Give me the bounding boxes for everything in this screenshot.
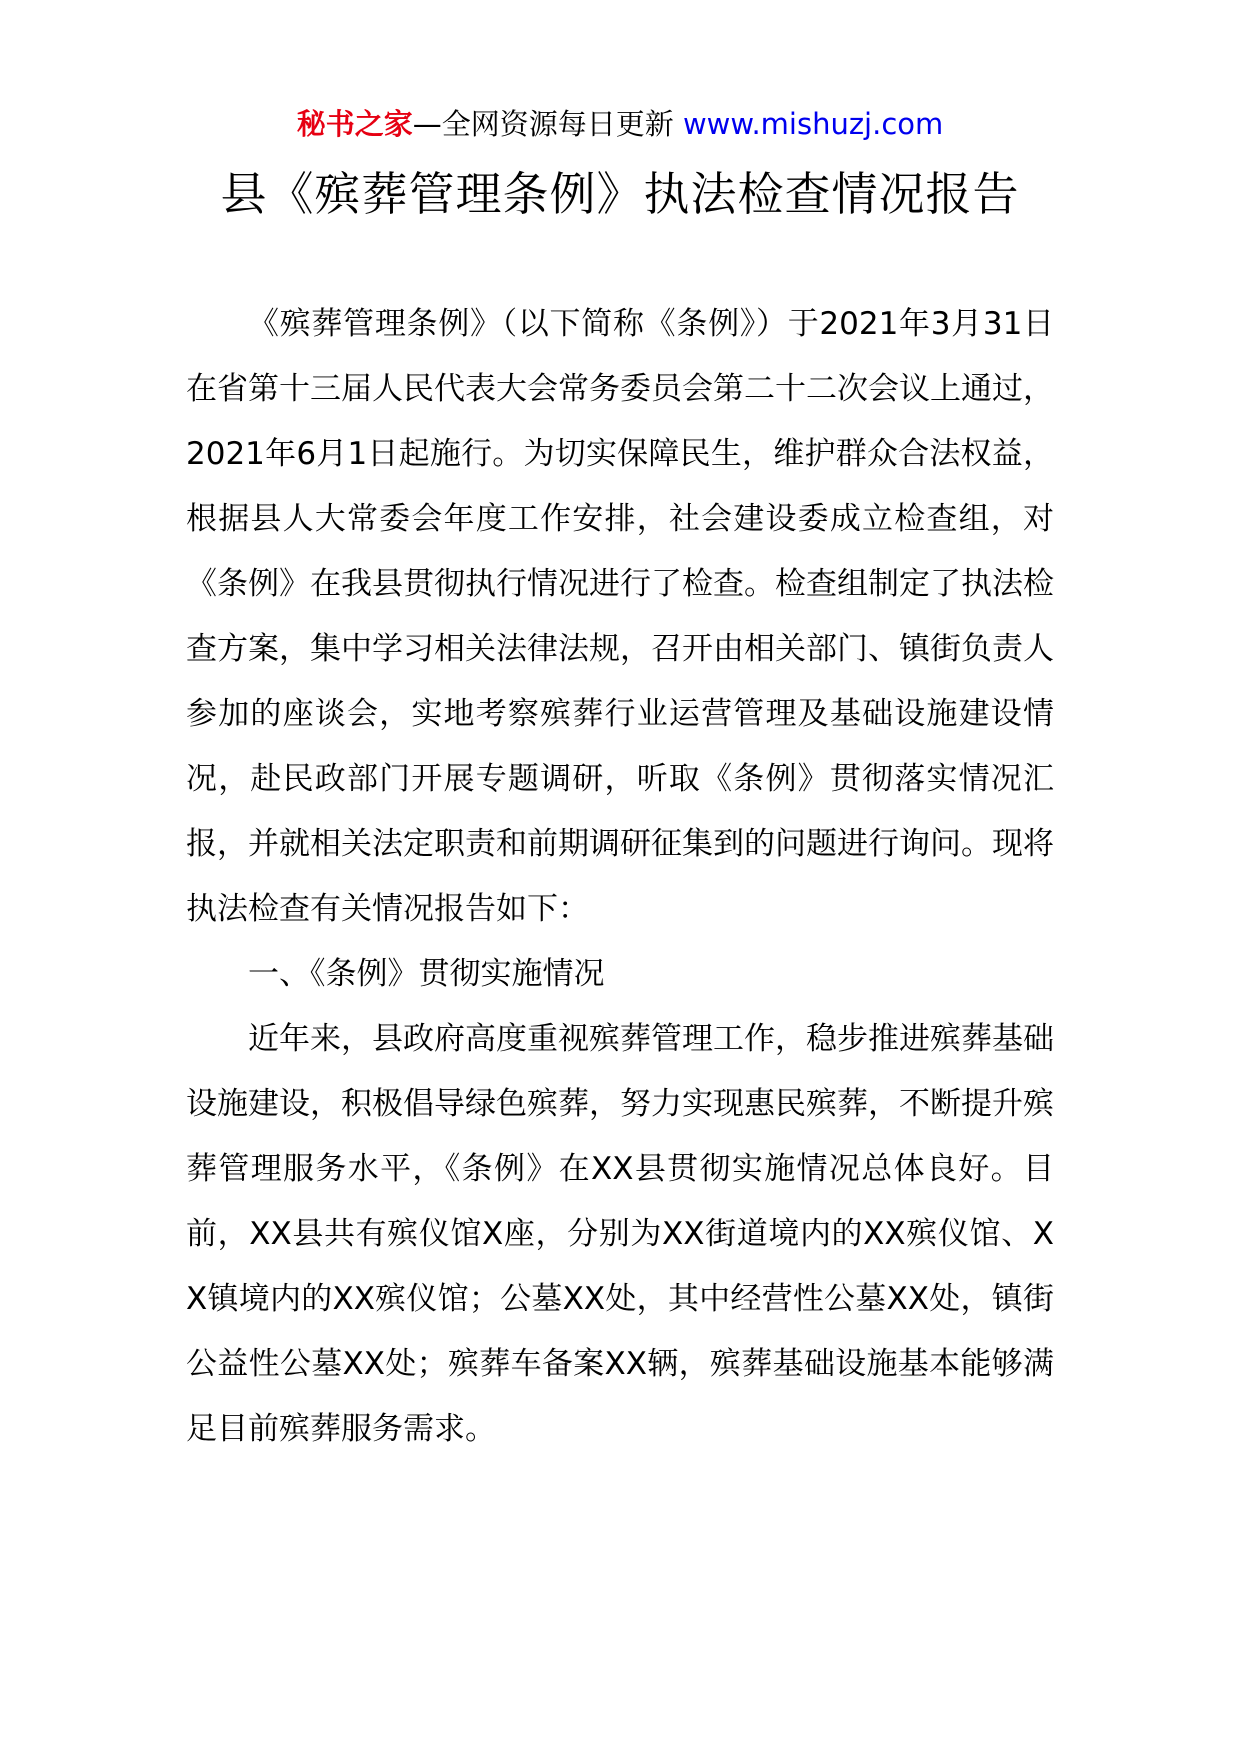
site-brand: 秘书之家 <box>296 107 413 141</box>
site-header <box>0 104 1240 144</box>
section-heading: 一、《条例》贯彻实施情况 <box>248 956 605 992</box>
intro-paragraph: 《殡葬管理条例》（以下简称《条例》）于2021年3月31日在省第十三届人民代表大会常务委员会第二十二次会议上通过，2021年6月1日起施行。为切实保障民生，维护群众合法权益，根据县人大常委会年度工作安排，社会建设委成立检查组，对《条例》在我县贯彻执行情况进行了检查。检查组制定了执法检查方案，集中学习相关法律法规，召开由相关部门、镇街负责人参加的座谈会，实地考察殡葬行业运营管理及基础设施建设情况，赴民政部门开展专题调研，听取《条例》贯彻落实情况汇报，并就相关法定职责和前期调研征集到的问题进行询问。现将执法检查有关情况报告如下： <box>186 306 1054 927</box>
section-paragraph: 近年来，县政府高度重视殡葬管理工作，稳步推进殡葬基础设施建设，积极倡导绿色殡葬，努力实现惠民殡葬，不断提升殡葬管理服务水平，《条例》在XX县贯彻实施情况总体良好。目前，XX县共有殡仪馆X座，分别为XX街道境内的XX殡仪馆、XX镇境内的XX殡仪馆；公墓XX处，其中经营性公墓XX处，镇街公益性公墓XX处；殡葬车备案XX辆，殡葬基础设施基本能够满足目前殡葬服务需求。 <box>186 1021 1054 1447</box>
document-body <box>186 292 1054 1462</box>
site-tagline: —全网资源每日更新 <box>412 107 674 141</box>
site-url-link[interactable]: www.mishuzj.com <box>682 107 944 141</box>
document-title: 县《殡葬管理条例》执法检查情况报告 <box>220 167 1020 221</box>
